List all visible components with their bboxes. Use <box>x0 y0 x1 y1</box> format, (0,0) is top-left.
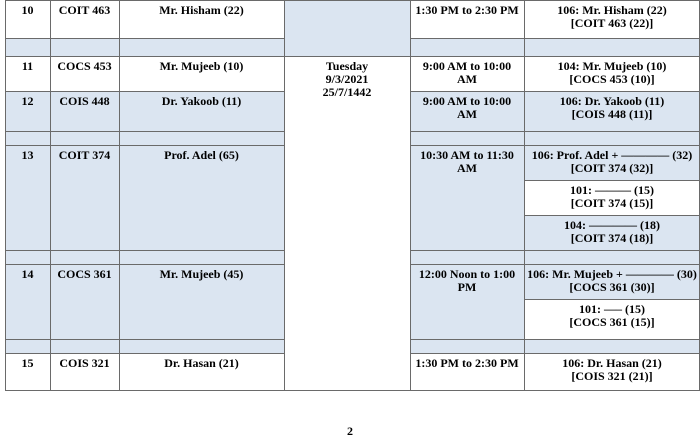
spacer-band <box>410 38 700 56</box>
cell-text-line: 104: Mr. Mujeeb (10) <box>557 59 667 73</box>
room-allocation <box>524 215 700 250</box>
cell-text-line: AM <box>457 72 477 86</box>
table-rule <box>5 131 284 132</box>
table-rule <box>410 56 700 57</box>
table-rule <box>410 250 700 251</box>
table-rule <box>5 38 284 39</box>
exam-time <box>410 0 524 38</box>
table-rule <box>5 91 284 92</box>
cell-text-line: [COCS 361 (15)] <box>569 315 655 329</box>
spacer-band <box>5 250 284 264</box>
cell-text-line: 25/7/1442 <box>322 85 372 99</box>
cell-text-line: 106: Dr. Yakoob (11) <box>559 94 665 108</box>
course-code: COCS 361 <box>50 264 119 339</box>
course-code: COIS 321 <box>50 353 119 390</box>
table-rule <box>524 215 700 216</box>
cell-text-line: 1:30 PM to 2:30 PM <box>415 3 519 17</box>
cell-text-line: 9/3/2021 <box>325 72 369 86</box>
table-rule <box>5 353 284 354</box>
cell-text-line: [COIT 463 (22)] <box>570 16 654 30</box>
room-allocation <box>524 56 700 91</box>
cell-text-line: 106: Mr. Hisham (22) <box>557 3 667 17</box>
table-rule <box>410 353 700 354</box>
table-rule <box>50 0 51 391</box>
spacer-band <box>410 250 700 264</box>
instructor-name: Dr. Hasan (21) <box>119 353 284 390</box>
table-rule <box>410 264 700 265</box>
cell-text-line: Tuesday <box>325 59 369 73</box>
room-allocation <box>524 264 700 299</box>
table-rule <box>5 339 284 340</box>
exam-time <box>410 264 524 339</box>
row-number: 11 <box>5 56 50 91</box>
table-rule <box>5 250 284 251</box>
cell-text-line: [COCS 453 (10)] <box>569 72 655 86</box>
room-allocation <box>524 0 700 38</box>
table-rule <box>524 180 700 181</box>
cell-text-line: 101: —– (15) <box>579 302 645 316</box>
row-number: 12 <box>5 91 50 131</box>
table-rule <box>5 0 6 391</box>
cell-text-line: 104: ———— (18) <box>564 218 660 232</box>
room-allocation <box>524 145 700 180</box>
course-code: COIS 448 <box>50 91 119 131</box>
spacer-band <box>410 131 700 145</box>
cell-text-line: 9:00 AM to 10:00 <box>422 59 512 73</box>
cell-text-line: AM <box>457 161 477 175</box>
cell-text-line: 106: Prof. Adel + ———— (32) <box>531 148 693 162</box>
table-rule <box>284 0 410 1</box>
cell-text-line: 12:00 Noon to 1:00 <box>418 267 516 281</box>
page-number: 2 <box>347 424 353 438</box>
room-allocation <box>524 299 700 339</box>
spacer-band <box>5 131 284 145</box>
table-rule <box>284 56 410 57</box>
exam-day-cell <box>284 56 410 390</box>
table-rule <box>284 390 410 391</box>
cell-text-line: 9:00 AM to 10:00 <box>422 94 512 108</box>
table-rule <box>410 91 700 92</box>
table-rule <box>5 56 284 57</box>
table-rule <box>5 390 284 391</box>
room-allocation <box>524 353 700 390</box>
table-rule <box>5 0 284 1</box>
spacer-band <box>410 339 700 353</box>
cell-text-line: [COIS 448 (11)] <box>571 107 653 121</box>
cell-text-line: 10:30 AM to 11:30 <box>420 148 514 162</box>
table-rule <box>524 299 700 300</box>
table-rule <box>410 390 700 391</box>
instructor-name: Mr. Mujeeb (10) <box>119 56 284 91</box>
cell-text-line: 1:30 PM to 2:30 PM <box>415 356 519 370</box>
table-rule <box>119 0 120 391</box>
table-rule <box>284 0 285 391</box>
cell-text-line: [COIT 374 (32)] <box>570 161 654 175</box>
course-code: COCS 453 <box>50 56 119 91</box>
instructor-name: Mr. Mujeeb (45) <box>119 264 284 339</box>
table-rule <box>410 0 700 1</box>
table-rule <box>410 0 411 391</box>
date-column-shaded <box>284 0 410 56</box>
table-rule <box>410 131 700 132</box>
instructor-name: Mr. Hisham (22) <box>119 0 284 38</box>
cell-text-line: [COIT 374 (18)] <box>570 231 654 245</box>
table-rule <box>524 0 525 391</box>
cell-text-line: AM <box>457 107 477 121</box>
spacer-band <box>5 339 284 353</box>
table-rule <box>410 145 700 146</box>
room-allocation <box>524 180 700 215</box>
course-code: COIT 374 <box>50 145 119 250</box>
room-allocation <box>524 91 700 131</box>
row-number: 15 <box>5 353 50 390</box>
exam-time <box>410 353 524 390</box>
table-rule <box>410 339 700 340</box>
cell-text-line: 106: Dr. Hasan (21) <box>562 356 662 370</box>
cell-text-line: PM <box>457 280 477 294</box>
cell-text-line: 101: ——— (15) <box>570 183 654 197</box>
cell-text-line: [COCS 361 (30)] <box>569 280 655 294</box>
course-code: COIT 463 <box>50 0 119 38</box>
table-rule <box>410 38 700 39</box>
table-rule <box>5 264 284 265</box>
row-number: 13 <box>5 145 50 250</box>
row-number: 10 <box>5 0 50 38</box>
cell-text-line: 106: Mr. Mujeeb + ———— (30) <box>527 267 697 281</box>
spacer-band <box>5 38 284 56</box>
exam-time <box>410 91 524 131</box>
exam-time <box>410 145 524 250</box>
instructor-name: Dr. Yakoob (11) <box>119 91 284 131</box>
row-number: 14 <box>5 264 50 339</box>
cell-text-line: [COIS 321 (21)] <box>571 369 653 383</box>
table-rule <box>5 145 284 146</box>
cell-text-line: [COIT 374 (15)] <box>570 196 654 210</box>
instructor-name: Prof. Adel (65) <box>119 145 284 250</box>
exam-time <box>410 56 524 91</box>
